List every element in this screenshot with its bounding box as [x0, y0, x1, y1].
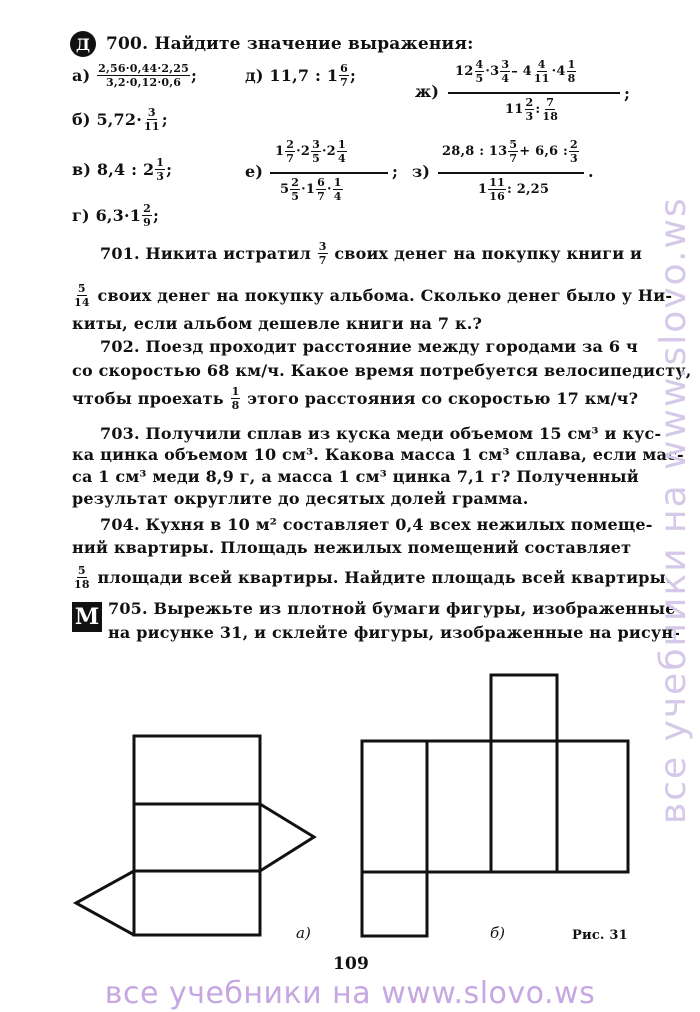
expr-e-end: ;: [392, 162, 399, 181]
expr-zh-end: ;: [624, 84, 631, 103]
watermark-bottom: все учебники на www.slovo.ws: [104, 976, 596, 1011]
problem-701-line3: киты, если альбом дешевле книги на 7 к.?: [72, 314, 483, 333]
figure-b-box-net: [362, 675, 628, 936]
problem-702-line1: 702. Поезд проходит расстояние между городами за 6 ч: [100, 337, 638, 356]
problem-704-line2: ний квартиры. Площадь нежилых помещений составляет: [72, 538, 632, 557]
expr-a-label: а): [72, 66, 91, 85]
problem-701-line1: 701. Никита истратил $\frac{3}{7}$ своих денег на покупку книги и: [100, 240, 643, 267]
section-badge-d: Д: [70, 31, 96, 57]
expr-g: г) 6,3·1 $\frac{2}{9}$ ;: [72, 202, 160, 229]
expr-z-label: з): [412, 162, 431, 181]
expr-zh-numerator: 12 $\frac{4}{5}$ ·3 $\frac{3}{4}$ – 4 $\frac{4}{11}$ ·4 $\frac{1}{8}$: [455, 58, 576, 85]
problem-704-line3: $\frac{5}{18}$ площади всей квартиры. Найдите площадь всей квартиры.: [74, 564, 672, 591]
problem-705-line1: 705. Вырежьте из плотной бумаги фигуры, изображенные: [108, 599, 676, 618]
expr-zh-label: ж): [415, 82, 440, 101]
figure-label-a: а): [296, 924, 311, 942]
expr-a-fraction: $\frac{2,56\cdot 0,44\cdot 2,25}{3,2\cdot 0,12\cdot 0,6}$: [98, 62, 189, 89]
expr-b: б) 5,72· $\frac{3}{11}$ ;: [72, 106, 168, 133]
problem-703-line1: 703. Получили сплав из куска меди объемом 15 см³ и кус-: [100, 424, 662, 443]
expr-e-label: е): [245, 162, 264, 181]
problem-704-line1: 704. Кухня в 10 м² составляет 0,4 всех нежилых помеще-: [100, 515, 653, 534]
problem-703-line2: ка цинка объемом 10 см³. Какова масса 1 см³ сплава, если мас-: [72, 445, 684, 464]
section-badge-m: M: [72, 602, 102, 632]
problem-702-line3: чтобы проехать $\frac{1}{8}$ этого расстояния со скоростью 17 км/ч?: [72, 385, 639, 412]
problem-703-line4: результат округлите до десятых долей грамма.: [72, 489, 529, 508]
expr-z-end: .: [588, 162, 594, 181]
problem-705-line2: на рисунке 31, и склейте фигуры, изображенные на рисун-: [108, 623, 681, 642]
problem-702-line2: со скоростью 68 км/ч. Какое время потребуется велосипедисту,: [72, 361, 692, 380]
figure-a-prism-net: [76, 736, 314, 935]
problem-700-header: 700. Найдите значение выражения:: [106, 34, 474, 54]
problem-703-line3: са 1 см³ меди 8,9 г, а масса 1 см³ цинка 7,1 г? Полученный: [72, 467, 639, 486]
expr-e-denominator: 5 $\frac{2}{5}$ ·1 $\frac{6}{7}$ · $\frac{1}{4}$: [280, 176, 342, 203]
watermark-vertical: все учебники на www.slovo.ws: [653, 196, 694, 824]
expr-a: а) $\frac{2,56\cdot 0,44\cdot 2,25}{3,2\cdot 0,12\cdot 0,6}$ ;: [72, 62, 198, 89]
expr-zh-denominator: 11 $\frac{2}{3}$ : $\frac{7}{18}$: [505, 96, 559, 123]
problem-701-line2: $\frac{5}{14}$ своих денег на покупку альбома. Сколько денег было у Ни-: [74, 282, 673, 309]
expr-z-denominator: 1 $\frac{11}{16}$ : 2,25: [478, 176, 550, 203]
expr-z-numerator: 28,8 : 13 $\frac{5}{7}$ + 6,6 : $\frac{2}{3}$: [442, 138, 578, 165]
figure-caption: Рис. 31: [572, 928, 628, 943]
page-number: 109: [333, 954, 370, 974]
expr-e-numerator: 1 $\frac{2}{7}$ ·2 $\frac{3}{5}$ ·2 $\frac{1}{4}$: [275, 138, 346, 165]
expr-d: д) 11,7 : 1 $\frac{6}{7}$ ;: [245, 62, 357, 89]
figure-label-b: б): [490, 924, 506, 942]
expr-v: в) 8,4 : 2 $\frac{1}{3}$ ;: [72, 156, 173, 183]
